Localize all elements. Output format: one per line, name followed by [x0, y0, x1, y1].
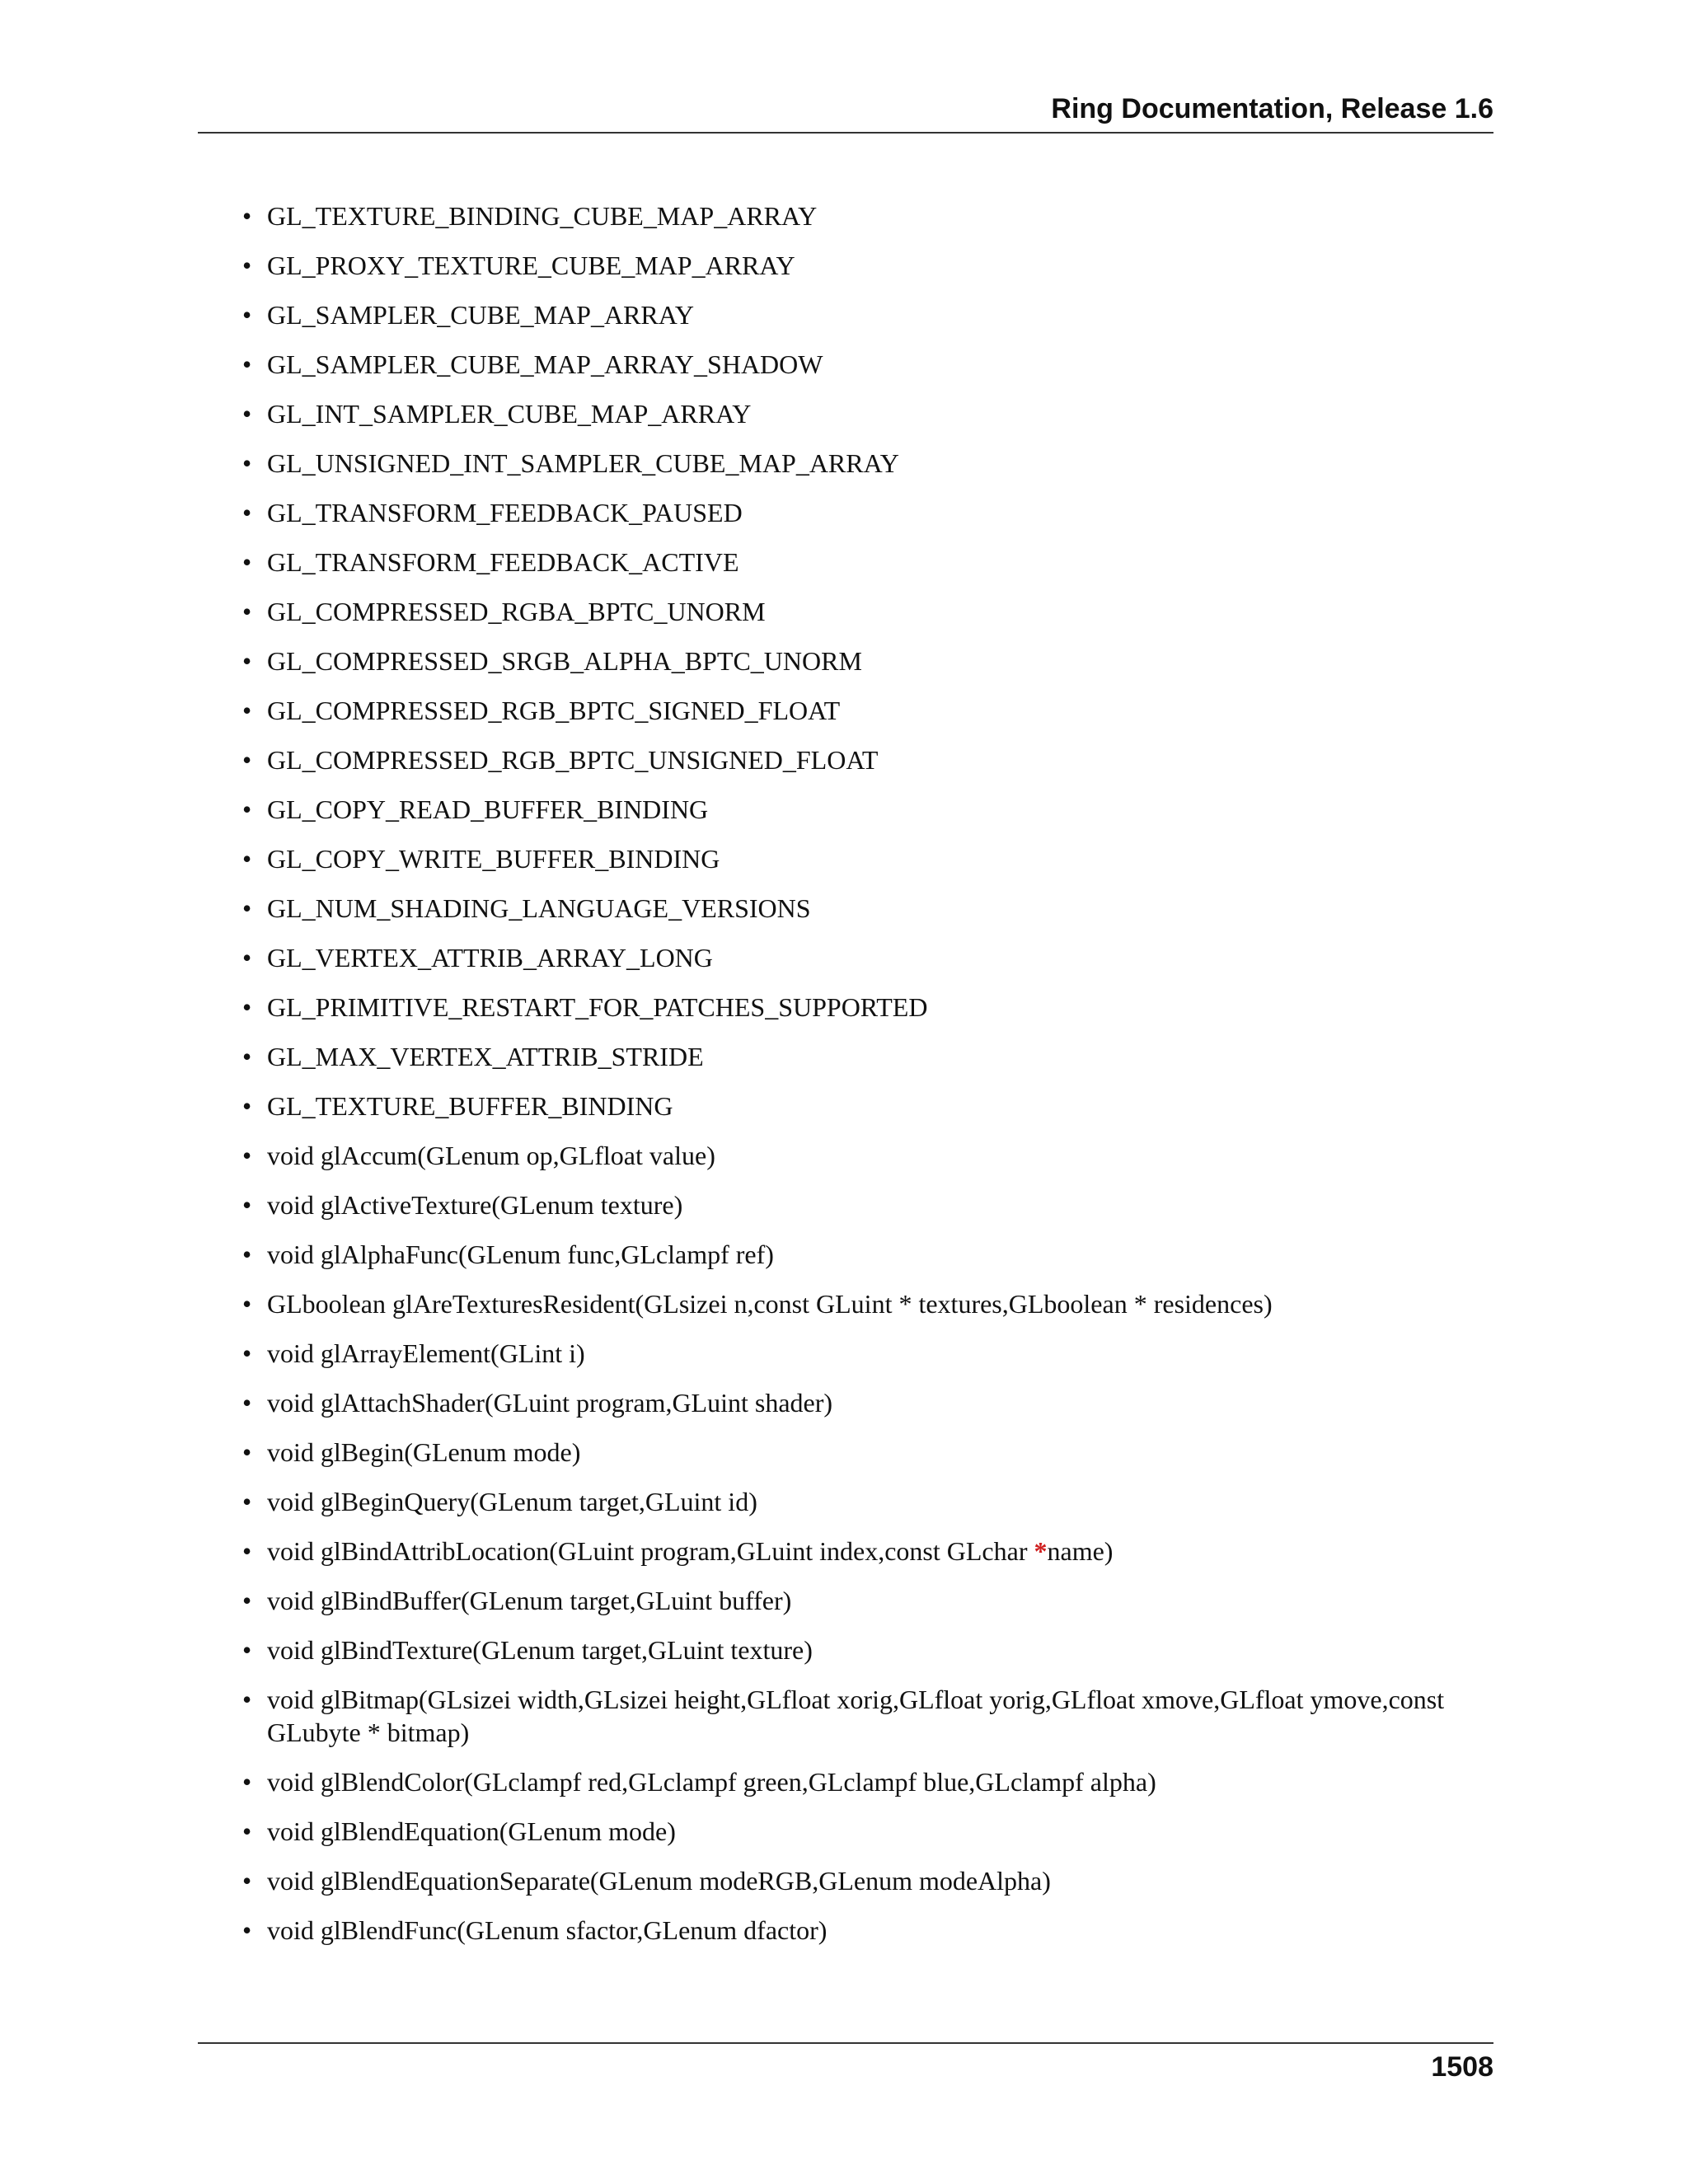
list-item	[242, 199, 1493, 232]
list-item	[242, 1287, 1493, 1320]
list-item-text: GL_COPY_READ_BUFFER_BINDING	[267, 794, 709, 824]
list-item-text: void glAlphaFunc(GLenum func,GLclampf ref)	[267, 1240, 774, 1269]
list-item	[242, 1090, 1493, 1122]
list-item	[242, 496, 1493, 529]
list-item	[242, 1238, 1493, 1271]
list-item-text: void glAttachShader(GLuint program,GLuint shader)	[267, 1388, 833, 1418]
list-item-text: void glActiveTexture(GLenum texture)	[267, 1190, 683, 1220]
list-item-text: GL_COMPRESSED_RGB_BPTC_UNSIGNED_FLOAT	[267, 745, 879, 775]
list-item	[242, 1535, 1493, 1568]
list-item	[242, 1436, 1493, 1469]
list-item	[242, 298, 1493, 331]
list-item-text: void glBlendEquation(GLenum mode)	[267, 1816, 676, 1846]
list-item	[242, 842, 1493, 875]
list-item-text: GL_COPY_WRITE_BUFFER_BINDING	[267, 844, 720, 874]
list-item	[242, 1864, 1493, 1897]
list-item	[242, 249, 1493, 282]
list-item	[242, 1139, 1493, 1172]
list-item-text: GL_NUM_SHADING_LANGUAGE_VERSIONS	[267, 893, 811, 923]
list-item	[242, 1633, 1493, 1666]
list-item-text: void glBlendColor(GLclampf red,GLclampf green,GLclampf blue,GLclampf alpha)	[267, 1767, 1156, 1797]
pointer-asterisk: *	[1034, 1536, 1048, 1566]
list-item-text: void glBitmap(GLsizei width,GLsizei height,GLfloat xorig,GLfloat yorig,GLfloat xmove,GLfloat ymove,const GLubyte * bitmap)	[267, 1685, 1451, 1747]
list-item-text: GL_PRIMITIVE_RESTART_FOR_PATCHES_SUPPORTED	[267, 992, 928, 1022]
list-item	[242, 1683, 1493, 1749]
list-item-text: GL_COMPRESSED_SRGB_ALPHA_BPTC_UNORM	[267, 646, 862, 676]
list-item-text: GL_INT_SAMPLER_CUBE_MAP_ARRAY	[267, 399, 752, 429]
list-item	[242, 743, 1493, 776]
list-item-text: GL_SAMPLER_CUBE_MAP_ARRAY_SHADOW	[267, 349, 823, 379]
list-item	[242, 1765, 1493, 1798]
list-item	[242, 1337, 1493, 1370]
list-item	[242, 1040, 1493, 1073]
list-item	[242, 941, 1493, 974]
list-item-text: void glBeginQuery(GLenum target,GLuint id)	[267, 1487, 757, 1516]
document-title: Ring Documentation, Release 1.6	[1051, 93, 1493, 124]
list-item-text: GL_TRANSFORM_FEEDBACK_PAUSED	[267, 498, 743, 527]
list-item	[242, 397, 1493, 430]
list-item-text: GL_PROXY_TEXTURE_CUBE_MAP_ARRAY	[267, 251, 795, 280]
list-item-text: GL_SAMPLER_CUBE_MAP_ARRAY	[267, 300, 695, 330]
list-item	[242, 694, 1493, 727]
list-item-text: GL_UNSIGNED_INT_SAMPLER_CUBE_MAP_ARRAY	[267, 448, 899, 478]
list-item-text: GL_TEXTURE_BUFFER_BINDING	[267, 1091, 673, 1121]
list-item	[242, 1188, 1493, 1221]
list-item-text: void glBlendEquationSeparate(GLenum modeRGB,GLenum modeAlpha)	[267, 1866, 1051, 1896]
list-item-text: GL_COMPRESSED_RGBA_BPTC_UNORM	[267, 597, 766, 626]
list-item-text: void glBindBuffer(GLenum target,GLuint buffer)	[267, 1586, 792, 1615]
list-item-text: GL_VERTEX_ATTRIB_ARRAY_LONG	[267, 943, 713, 972]
list-item-text: GL_TEXTURE_BINDING_CUBE_MAP_ARRAY	[267, 201, 818, 231]
list-item	[242, 546, 1493, 579]
list-item	[242, 348, 1493, 381]
list-item	[242, 1485, 1493, 1518]
list-item-text: void glBegin(GLenum mode)	[267, 1437, 581, 1467]
list-item	[242, 447, 1493, 480]
list-item-text: void glAccum(GLenum op,GLfloat value)	[267, 1141, 715, 1170]
list-item-text: void glBlendFunc(GLenum sfactor,GLenum dfactor)	[267, 1915, 828, 1945]
list-item-text: GLboolean glAreTexturesResident(GLsizei n,const GLuint * textures,GLboolean * residences)	[267, 1289, 1273, 1319]
list-item	[242, 1914, 1493, 1947]
list-item	[242, 793, 1493, 826]
api-list	[242, 199, 1493, 1963]
list-item	[242, 892, 1493, 925]
list-item-text: GL_MAX_VERTEX_ATTRIB_STRIDE	[267, 1042, 704, 1071]
list-item	[242, 991, 1493, 1024]
list-item	[242, 1386, 1493, 1419]
list-item	[242, 1815, 1493, 1848]
list-item	[242, 1584, 1493, 1617]
list-item-text: GL_COMPRESSED_RGB_BPTC_SIGNED_FLOAT	[267, 696, 841, 725]
page-footer	[198, 2042, 1493, 2083]
list-item	[242, 595, 1493, 628]
page-header	[198, 89, 1493, 134]
list-item-text: GL_TRANSFORM_FEEDBACK_ACTIVE	[267, 547, 739, 577]
list-item	[242, 644, 1493, 677]
page-number: 1508	[1431, 2051, 1493, 2083]
list-item-text: void glBindAttribLocation(GLuint program,GLuint index,const GLchar *name)	[267, 1536, 1114, 1566]
list-item-text: void glBindTexture(GLenum target,GLuint texture)	[267, 1635, 813, 1665]
list-item-text: void glArrayElement(GLint i)	[267, 1338, 585, 1368]
